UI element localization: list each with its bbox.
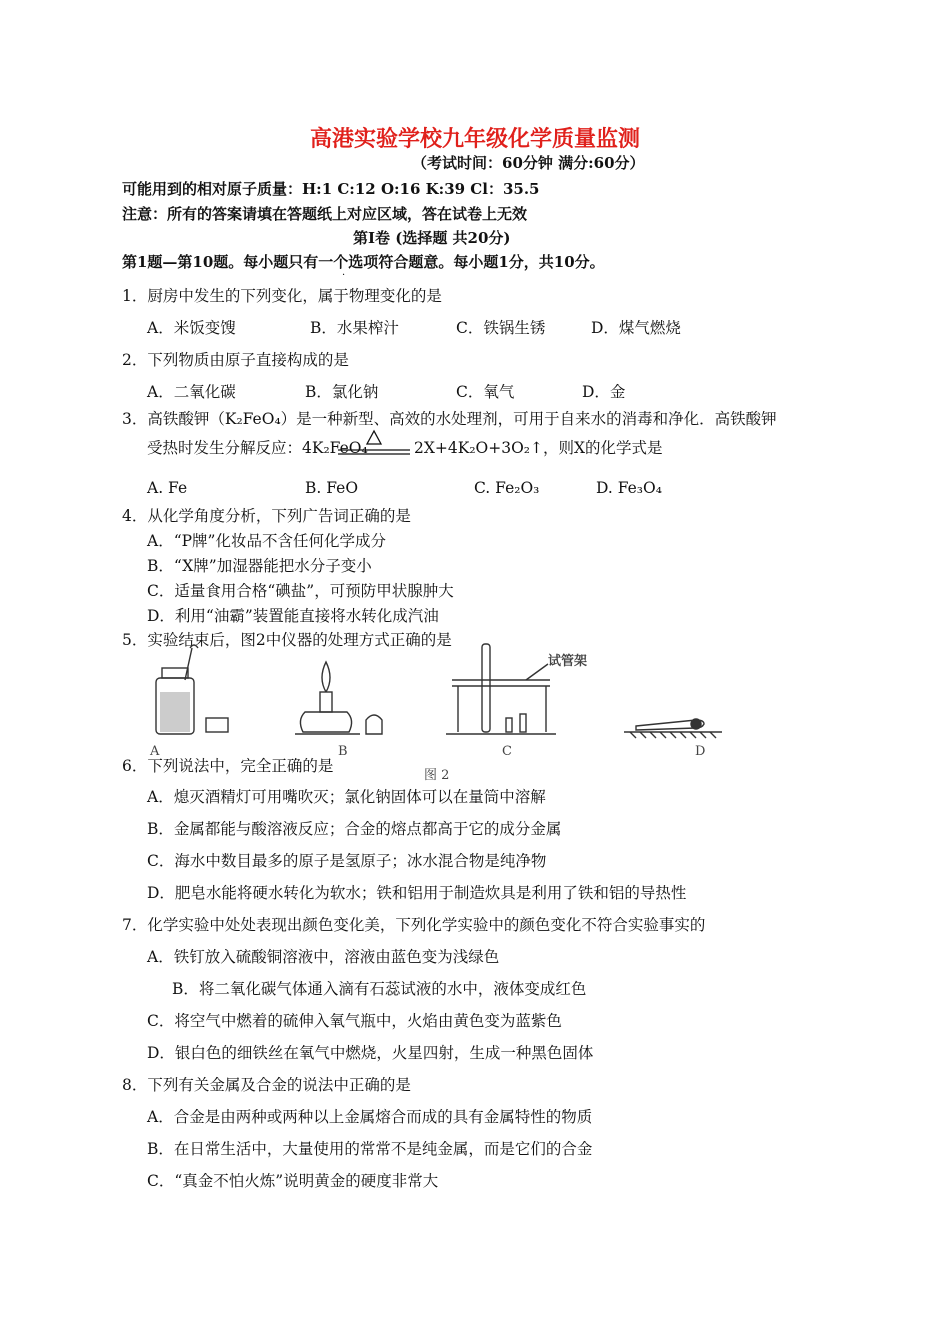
q6-option-c: C．海水中数目最多的原子是氢原子；冰水混合物是纯净物 <box>147 852 547 870</box>
q1-option-c: C．铁锅生锈 <box>456 319 546 337</box>
q4-option-a: A．“P牌”化妆品不含任何化学成分 <box>147 532 386 550</box>
alcohol-lamp-icon <box>295 662 382 734</box>
q7-option-b: B．将二氧化碳气体通入滴有石蕊试液的水中，液体变成红色 <box>172 980 587 998</box>
question-1-stem: 1．厨房中发生的下列变化，属于物理变化的是 <box>122 287 442 305</box>
q3-option-b: B. FeO <box>305 479 359 497</box>
section-title: 第Ⅰ卷 (选择题 共20分) <box>353 229 511 247</box>
reagent-bottle-icon <box>156 645 228 734</box>
q2-option-a: A．二氧化碳 <box>147 383 236 401</box>
atomic-mass-line: 可能用到的相对原子质量：H:1 C:12 O:16 K:39 Cl：35.5 <box>122 180 540 198</box>
q7-option-d: D．银白色的细铁丝在氧气中燃烧，火星四射，生成一种黑色固体 <box>147 1044 594 1062</box>
q6-option-a: A．熄灭酒精灯可用嘴吹灭；氯化钠固体可以在量筒中溶解 <box>147 788 546 806</box>
exam-title: 高港实验学校九年级化学质量监测 <box>309 127 640 152</box>
question-7-stem: 7．化学实验中处处表现出颜色变化美，下列化学实验中的颜色变化不符合实验事实的 <box>122 916 706 934</box>
heat-reaction-arrow-icon <box>334 428 414 462</box>
q7-option-c: C．将空气中燃着的硫伸入氧气瓶中，火焰由黄色变为蓝紫色 <box>147 1012 562 1030</box>
q4-option-d: D．利用“油霸”装置能直接将水转化成汽油 <box>147 607 439 625</box>
q1-option-d: D．煤气燃烧 <box>591 319 681 337</box>
q8-option-a: A．合金是由两种或两种以上金属熔合而成的具有金属特性的物质 <box>147 1108 593 1126</box>
figure-label-d: D <box>695 744 706 759</box>
figure-label-b: B <box>338 744 348 759</box>
question-2-stem: 2．下列物质由原子直接构成的是 <box>122 351 349 369</box>
question-8-stem: 8．下列有关金属及合金的说法中正确的是 <box>122 1076 411 1094</box>
figure-2-apparatus <box>140 640 740 765</box>
exam-subtitle: （考试时间：60分钟 满分:60分） <box>412 154 645 172</box>
section-instruction: 第1题—第10题。每小题只有一个选项符合题意。每小题1分，共10分。 <box>122 253 605 271</box>
q6-option-b: B．金属都能与酸溶液反应；合金的熔点都高于它的成分金属 <box>147 820 562 838</box>
q2-option-d: D．金 <box>582 383 626 401</box>
q3-option-c: C. Fe₂O₃ <box>474 479 540 497</box>
q2-option-b: B．氯化钠 <box>305 383 379 401</box>
emphasis-dot: · <box>342 270 346 281</box>
q4-option-c: C．适量食用合格“碘盐”，可预防甲状腺肿大 <box>147 582 454 600</box>
test-tube-rack-icon <box>446 644 556 734</box>
test-tube-lying-icon <box>624 719 722 738</box>
figure-rack-label: 试管架 <box>548 654 588 669</box>
figure-label-c: C <box>502 744 512 759</box>
q1-option-a: A．米饭变馊 <box>147 319 236 337</box>
q7-option-a: A．铁钉放入硫酸铜溶液中，溶液由蓝色变为浅绿色 <box>147 948 500 966</box>
figure-label-a: A <box>150 744 160 759</box>
question-3-stem-line2a: 受热时发生分解反应：4K₂FeO₄ <box>147 439 368 457</box>
q3-option-a: A. Fe <box>147 479 188 497</box>
notice-line: 注意：所有的答案请填在答题纸上对应区域，答在试卷上无效 <box>122 205 528 223</box>
question-3-stem-line2b: 2X+4K₂O+3O₂↑，则X的化学式是 <box>414 439 663 457</box>
q8-option-c: C．“真金不怕火炼”说明黄金的硬度非常大 <box>147 1172 439 1190</box>
q6-option-d: D．肥皂水能将硬水转化为软水；铁和铝用于制造炊具是利用了铁和铝的导热性 <box>147 884 687 902</box>
question-4-stem: 4．从化学角度分析，下列广告词正确的是 <box>122 507 411 525</box>
q8-option-b: B．在日常生活中，大量使用的常常不是纯金属，而是它们的合金 <box>147 1140 593 1158</box>
q1-option-b: B．水果榨汁 <box>310 319 399 337</box>
q4-option-b: B．“X牌”加湿器能把水分子变小 <box>147 557 372 575</box>
question-3-stem-line1: 3．高铁酸钾（K₂FeO₄）是一种新型、高效的水处理剂，可用于自来水的消毒和净化．高铁酸钾 <box>122 410 777 428</box>
figure-caption: 图 2 <box>424 768 450 783</box>
question-5-stem: 5．实验结束后，图2中仪器的处理方式正确的是 <box>122 631 452 649</box>
q3-option-d: D. Fe₃O₄ <box>596 479 662 497</box>
q2-option-c: C．氧气 <box>456 383 515 401</box>
question-6-stem: 6．下列说法中，完全正确的是 <box>122 757 334 775</box>
